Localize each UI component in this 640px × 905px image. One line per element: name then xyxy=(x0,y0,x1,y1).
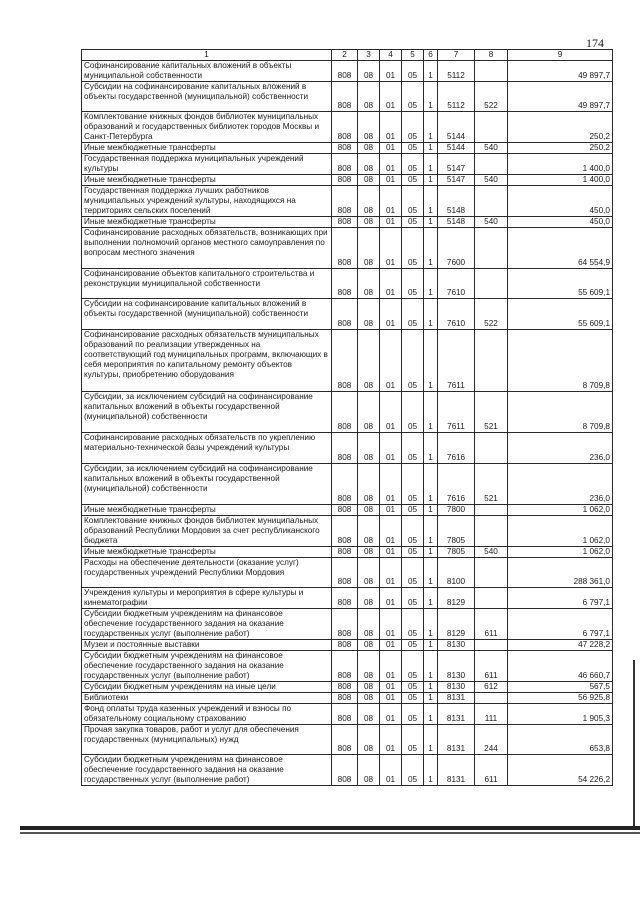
cell-program-code: 05 xyxy=(402,651,424,682)
cell-subprogram-code: 1 xyxy=(424,61,438,82)
cell-ministry-code: 808 xyxy=(332,112,358,143)
cell-section-code: 08 xyxy=(358,175,380,186)
cell-ministry-code: 808 xyxy=(332,651,358,682)
cell-section-code: 08 xyxy=(358,704,380,725)
table-row xyxy=(82,330,613,392)
cell-program-code: 05 xyxy=(402,175,424,186)
column-header-1: 1 xyxy=(82,50,332,61)
cell-ministry-code: 808 xyxy=(332,228,358,269)
cell-target-code: 7611 xyxy=(438,330,475,392)
cell-amount: 8 709,8 xyxy=(508,392,613,433)
cell-section-code: 08 xyxy=(358,433,380,464)
table-row xyxy=(82,143,613,154)
cell-expense-type-code xyxy=(475,640,508,651)
cell-amount: 250,2 xyxy=(508,112,613,143)
cell-section-code: 08 xyxy=(358,693,380,704)
table-row xyxy=(82,82,613,112)
cell-subprogram-code: 1 xyxy=(424,175,438,186)
column-header-8: 8 xyxy=(475,50,508,61)
cell-amount: 236,0 xyxy=(508,433,613,464)
cell-amount: 1 062,0 xyxy=(508,516,613,547)
cell-amount: 49 897,7 xyxy=(508,82,613,112)
cell-row-name: Субсидии бюджетным учреждениям на иные цели xyxy=(82,682,332,693)
cell-amount: 1 062,0 xyxy=(508,547,613,558)
cell-section-code: 08 xyxy=(358,299,380,330)
cell-ministry-code: 808 xyxy=(332,154,358,175)
column-header-9: 9 xyxy=(508,50,613,61)
cell-subsection-code: 01 xyxy=(380,143,402,154)
table-row xyxy=(82,269,613,299)
cell-expense-type-code: 611 xyxy=(475,609,508,640)
column-header-6: 6 xyxy=(424,50,438,61)
cell-ministry-code: 808 xyxy=(332,330,358,392)
cell-program-code: 05 xyxy=(402,143,424,154)
cell-program-code: 05 xyxy=(402,609,424,640)
cell-program-code: 05 xyxy=(402,464,424,505)
cell-ministry-code: 808 xyxy=(332,755,358,786)
table-row xyxy=(82,558,613,588)
cell-target-code: 8130 xyxy=(438,640,475,651)
cell-target-code: 7616 xyxy=(438,464,475,505)
cell-program-code: 05 xyxy=(402,228,424,269)
cell-subprogram-code: 1 xyxy=(424,228,438,269)
cell-expense-type-code xyxy=(475,228,508,269)
cell-target-code: 8131 xyxy=(438,704,475,725)
cell-program-code: 05 xyxy=(402,682,424,693)
cell-subprogram-code: 1 xyxy=(424,269,438,299)
cell-amount: 46 660,7 xyxy=(508,651,613,682)
cell-program-code: 05 xyxy=(402,640,424,651)
cell-subsection-code: 01 xyxy=(380,516,402,547)
cell-subprogram-code: 1 xyxy=(424,464,438,505)
cell-target-code: 8130 xyxy=(438,651,475,682)
cell-section-code: 08 xyxy=(358,682,380,693)
cell-expense-type-code: 521 xyxy=(475,392,508,433)
cell-ministry-code: 808 xyxy=(332,392,358,433)
cell-row-name: Субсидии на софинансирование капитальных вложений в объекты государственной (муниципальной) собственности xyxy=(82,82,332,112)
table-header-row xyxy=(82,50,613,61)
cell-row-name: Комплектование книжных фондов библиотек муниципальных образований Республики Мордовия за счет республиканского бюджета xyxy=(82,516,332,547)
cell-section-code: 08 xyxy=(358,505,380,516)
cell-section-code: 08 xyxy=(358,82,380,112)
cell-row-name: Музеи и постоянные выставки xyxy=(82,640,332,651)
cell-amount: 1 400,0 xyxy=(508,175,613,186)
cell-amount: 1 400,0 xyxy=(508,154,613,175)
cell-program-code: 05 xyxy=(402,82,424,112)
cell-target-code: 7800 xyxy=(438,505,475,516)
cell-target-code: 7610 xyxy=(438,299,475,330)
cell-subprogram-code: 1 xyxy=(424,505,438,516)
cell-ministry-code: 808 xyxy=(332,547,358,558)
cell-expense-type-code xyxy=(475,61,508,82)
cell-subprogram-code: 1 xyxy=(424,609,438,640)
cell-subprogram-code: 1 xyxy=(424,392,438,433)
cell-subsection-code: 01 xyxy=(380,82,402,112)
cell-row-name: Фонд оплаты труда казенных учреждений и взносы по обязательному социальному страхованию xyxy=(82,704,332,725)
cell-program-code: 05 xyxy=(402,755,424,786)
cell-subprogram-code: 1 xyxy=(424,704,438,725)
cell-subprogram-code: 1 xyxy=(424,558,438,588)
budget-table xyxy=(81,49,613,786)
cell-row-name: Иные межбюджетные трансферты xyxy=(82,175,332,186)
cell-subsection-code: 01 xyxy=(380,269,402,299)
cell-subsection-code: 01 xyxy=(380,588,402,609)
table-row xyxy=(82,228,613,269)
cell-target-code: 7616 xyxy=(438,433,475,464)
cell-row-name: Государственная поддержка лучших работников муниципальных учреждений культуры, находящихся на территориях сельских поселений xyxy=(82,186,332,217)
cell-target-code: 5148 xyxy=(438,217,475,228)
cell-program-code: 05 xyxy=(402,186,424,217)
cell-ministry-code: 808 xyxy=(332,217,358,228)
cell-section-code: 08 xyxy=(358,516,380,547)
table-row xyxy=(82,505,613,516)
cell-subprogram-code: 1 xyxy=(424,82,438,112)
cell-program-code: 05 xyxy=(402,433,424,464)
table-row xyxy=(82,651,613,682)
cell-target-code: 8131 xyxy=(438,755,475,786)
cell-target-code: 7600 xyxy=(438,228,475,269)
table-row xyxy=(82,640,613,651)
cell-subsection-code: 01 xyxy=(380,299,402,330)
cell-subsection-code: 01 xyxy=(380,433,402,464)
cell-target-code: 5147 xyxy=(438,154,475,175)
cell-program-code: 05 xyxy=(402,516,424,547)
cell-row-name: Софинансирование расходных обязательств, возникающих при выполнении полномочий органов местного самоуправления по вопросам местного значения xyxy=(82,228,332,269)
cell-ministry-code: 808 xyxy=(332,61,358,82)
table-body xyxy=(82,61,613,786)
cell-subprogram-code: 1 xyxy=(424,112,438,143)
cell-ministry-code: 808 xyxy=(332,175,358,186)
cell-expense-type-code: 244 xyxy=(475,725,508,755)
cell-expense-type-code xyxy=(475,154,508,175)
cell-target-code: 5112 xyxy=(438,61,475,82)
cell-subsection-code: 01 xyxy=(380,725,402,755)
cell-subprogram-code: 1 xyxy=(424,640,438,651)
cell-amount: 236,0 xyxy=(508,464,613,505)
cell-subprogram-code: 1 xyxy=(424,682,438,693)
cell-expense-type-code: 540 xyxy=(475,143,508,154)
cell-amount: 64 554,9 xyxy=(508,228,613,269)
column-header-7: 7 xyxy=(438,50,475,61)
cell-section-code: 08 xyxy=(358,588,380,609)
cell-expense-type-code xyxy=(475,186,508,217)
cell-subsection-code: 01 xyxy=(380,704,402,725)
table-row xyxy=(82,175,613,186)
cell-subprogram-code: 1 xyxy=(424,516,438,547)
cell-program-code: 05 xyxy=(402,154,424,175)
cell-target-code: 8129 xyxy=(438,609,475,640)
cell-section-code: 08 xyxy=(358,755,380,786)
cell-ministry-code: 808 xyxy=(332,693,358,704)
cell-ministry-code: 808 xyxy=(332,433,358,464)
cell-expense-type-code: 522 xyxy=(475,82,508,112)
cell-section-code: 08 xyxy=(358,228,380,269)
cell-section-code: 08 xyxy=(358,61,380,82)
cell-subsection-code: 01 xyxy=(380,693,402,704)
cell-target-code: 5144 xyxy=(438,112,475,143)
cell-program-code: 05 xyxy=(402,704,424,725)
table-row xyxy=(82,704,613,725)
budget-table-container xyxy=(81,49,612,786)
cell-row-name: Софинансирование капитальных вложений в объекты муниципальной собственности xyxy=(82,61,332,82)
cell-expense-type-code: 521 xyxy=(475,464,508,505)
cell-ministry-code: 808 xyxy=(332,682,358,693)
cell-row-name: Иные межбюджетные трансферты xyxy=(82,217,332,228)
cell-target-code: 8130 xyxy=(438,682,475,693)
cell-amount: 47 228,2 xyxy=(508,640,613,651)
cell-subsection-code: 01 xyxy=(380,505,402,516)
table-row xyxy=(82,725,613,755)
cell-section-code: 08 xyxy=(358,154,380,175)
cell-subsection-code: 01 xyxy=(380,175,402,186)
cell-expense-type-code xyxy=(475,693,508,704)
cell-subprogram-code: 1 xyxy=(424,217,438,228)
cell-row-name: Расходы на обеспечение деятельности (оказание услуг) государственных учреждений Республики Мордовия xyxy=(82,558,332,588)
table-row xyxy=(82,433,613,464)
cell-subsection-code: 01 xyxy=(380,154,402,175)
cell-row-name: Субсидии бюджетным учреждениям на финансовое обеспечение государственного задания на оказание государственных услуг (выполнение работ) xyxy=(82,755,332,786)
cell-subsection-code: 01 xyxy=(380,651,402,682)
cell-ministry-code: 808 xyxy=(332,269,358,299)
cell-subprogram-code: 1 xyxy=(424,547,438,558)
cell-program-code: 05 xyxy=(402,725,424,755)
cell-ministry-code: 808 xyxy=(332,464,358,505)
cell-expense-type-code xyxy=(475,433,508,464)
table-row xyxy=(82,299,613,330)
cell-target-code: 8131 xyxy=(438,725,475,755)
cell-ministry-code: 808 xyxy=(332,609,358,640)
cell-program-code: 05 xyxy=(402,558,424,588)
cell-row-name: Софинансирование расходных обязательств по укреплению материально-технической базы учреждений культуры xyxy=(82,433,332,464)
cell-subprogram-code: 1 xyxy=(424,143,438,154)
cell-target-code: 8129 xyxy=(438,588,475,609)
cell-amount: 54 226,2 xyxy=(508,755,613,786)
cell-amount: 49 897,7 xyxy=(508,61,613,82)
cell-target-code: 8131 xyxy=(438,693,475,704)
cell-subsection-code: 01 xyxy=(380,392,402,433)
table-row xyxy=(82,186,613,217)
cell-amount: 1 905,3 xyxy=(508,704,613,725)
cell-expense-type-code xyxy=(475,330,508,392)
cell-subsection-code: 01 xyxy=(380,61,402,82)
cell-amount: 288 361,0 xyxy=(508,558,613,588)
cell-subprogram-code: 1 xyxy=(424,154,438,175)
cell-expense-type-code: 540 xyxy=(475,547,508,558)
cell-expense-type-code: 611 xyxy=(475,755,508,786)
column-header-3: 3 xyxy=(358,50,380,61)
table-row xyxy=(82,61,613,82)
cell-row-name: Иные межбюджетные трансферты xyxy=(82,143,332,154)
cell-expense-type-code xyxy=(475,505,508,516)
cell-target-code: 5112 xyxy=(438,82,475,112)
cell-subsection-code: 01 xyxy=(380,755,402,786)
table-row xyxy=(82,112,613,143)
cell-subsection-code: 01 xyxy=(380,547,402,558)
cell-section-code: 08 xyxy=(358,112,380,143)
cell-subprogram-code: 1 xyxy=(424,755,438,786)
cell-subprogram-code: 1 xyxy=(424,299,438,330)
cell-subprogram-code: 1 xyxy=(424,693,438,704)
cell-ministry-code: 808 xyxy=(332,82,358,112)
cell-section-code: 08 xyxy=(358,269,380,299)
cell-target-code: 7805 xyxy=(438,547,475,558)
cell-expense-type-code xyxy=(475,588,508,609)
cell-subsection-code: 01 xyxy=(380,558,402,588)
table-row xyxy=(82,154,613,175)
cell-program-code: 05 xyxy=(402,112,424,143)
cell-expense-type-code: 611 xyxy=(475,651,508,682)
scan-bottom-border xyxy=(20,826,640,830)
cell-section-code: 08 xyxy=(358,143,380,154)
cell-row-name: Прочая закупка товаров, работ и услуг для обеспечения государственных (муниципальных) нужд xyxy=(82,725,332,755)
column-header-4: 4 xyxy=(380,50,402,61)
cell-program-code: 05 xyxy=(402,299,424,330)
cell-subprogram-code: 1 xyxy=(424,725,438,755)
cell-subsection-code: 01 xyxy=(380,640,402,651)
table-row xyxy=(82,588,613,609)
cell-section-code: 08 xyxy=(358,217,380,228)
cell-program-code: 05 xyxy=(402,547,424,558)
cell-amount: 56 925,8 xyxy=(508,693,613,704)
cell-expense-type-code: 111 xyxy=(475,704,508,725)
cell-row-name: Учреждения культуры и мероприятия в сфере культуры и кинематографии xyxy=(82,588,332,609)
cell-expense-type-code: 522 xyxy=(475,299,508,330)
table-row xyxy=(82,392,613,433)
cell-program-code: 05 xyxy=(402,588,424,609)
cell-program-code: 05 xyxy=(402,217,424,228)
cell-ministry-code: 808 xyxy=(332,143,358,154)
cell-expense-type-code xyxy=(475,558,508,588)
scan-bottom-border-thin xyxy=(20,832,640,834)
cell-row-name: Субсидии, за исключением субсидий на софинансирование капитальных вложений в объекты государственной (муниципальной) собственности xyxy=(82,464,332,505)
cell-subprogram-code: 1 xyxy=(424,330,438,392)
cell-program-code: 05 xyxy=(402,61,424,82)
cell-target-code: 5144 xyxy=(438,143,475,154)
cell-amount: 653,8 xyxy=(508,725,613,755)
cell-ministry-code: 808 xyxy=(332,704,358,725)
cell-subsection-code: 01 xyxy=(380,228,402,269)
cell-subsection-code: 01 xyxy=(380,609,402,640)
cell-section-code: 08 xyxy=(358,330,380,392)
cell-subprogram-code: 1 xyxy=(424,433,438,464)
cell-amount: 567,5 xyxy=(508,682,613,693)
cell-target-code: 5147 xyxy=(438,175,475,186)
cell-ministry-code: 808 xyxy=(332,516,358,547)
cell-subprogram-code: 1 xyxy=(424,588,438,609)
cell-program-code: 05 xyxy=(402,505,424,516)
cell-ministry-code: 808 xyxy=(332,505,358,516)
table-row xyxy=(82,217,613,228)
cell-expense-type-code: 540 xyxy=(475,175,508,186)
cell-section-code: 08 xyxy=(358,558,380,588)
cell-program-code: 05 xyxy=(402,392,424,433)
cell-amount: 55 609,1 xyxy=(508,269,613,299)
table-row xyxy=(82,516,613,547)
cell-row-name: Библиотеки xyxy=(82,693,332,704)
cell-amount: 8 709,8 xyxy=(508,330,613,392)
cell-amount: 55 609,1 xyxy=(508,299,613,330)
cell-amount: 450,0 xyxy=(508,186,613,217)
cell-section-code: 08 xyxy=(358,725,380,755)
cell-subsection-code: 01 xyxy=(380,217,402,228)
cell-section-code: 08 xyxy=(358,609,380,640)
cell-expense-type-code xyxy=(475,269,508,299)
cell-program-code: 05 xyxy=(402,269,424,299)
cell-amount: 6 797,1 xyxy=(508,609,613,640)
column-header-5: 5 xyxy=(402,50,424,61)
cell-subsection-code: 01 xyxy=(380,330,402,392)
cell-subsection-code: 01 xyxy=(380,464,402,505)
cell-ministry-code: 808 xyxy=(332,186,358,217)
cell-subprogram-code: 1 xyxy=(424,651,438,682)
cell-section-code: 08 xyxy=(358,186,380,217)
cell-section-code: 08 xyxy=(358,547,380,558)
cell-ministry-code: 808 xyxy=(332,558,358,588)
cell-row-name: Субсидии бюджетным учреждениям на финансовое обеспечение государственного задания на оказание государственных услуг (выполнение работ) xyxy=(82,651,332,682)
cell-section-code: 08 xyxy=(358,464,380,505)
cell-target-code: 5148 xyxy=(438,186,475,217)
cell-amount: 450,0 xyxy=(508,217,613,228)
cell-subprogram-code: 1 xyxy=(424,186,438,217)
table-row xyxy=(82,755,613,786)
cell-row-name: Субсидии, за исключением субсидий на софинансирование капитальных вложений в объекты государственной (муниципальной) собственности xyxy=(82,392,332,433)
cell-row-name: Государственная поддержка муниципальных учреждений культуры xyxy=(82,154,332,175)
cell-subsection-code: 01 xyxy=(380,112,402,143)
cell-target-code: 7805 xyxy=(438,516,475,547)
table-row xyxy=(82,693,613,704)
cell-subsection-code: 01 xyxy=(380,682,402,693)
cell-row-name: Софинансирование расходных обязательств муниципальных образований по реализации утвержденных на соответствующий год муниципальных программ, включающих в себя мероприятия по капитальному ремонту объектов культуры, приобретению оборудования xyxy=(82,330,332,392)
cell-amount: 250,2 xyxy=(508,143,613,154)
cell-ministry-code: 808 xyxy=(332,588,358,609)
cell-row-name: Иные межбюджетные трансферты xyxy=(82,547,332,558)
column-header-2: 2 xyxy=(332,50,358,61)
cell-row-name: Иные межбюджетные трансферты xyxy=(82,505,332,516)
cell-amount: 1 062,0 xyxy=(508,505,613,516)
cell-section-code: 08 xyxy=(358,651,380,682)
cell-ministry-code: 808 xyxy=(332,640,358,651)
cell-subsection-code: 01 xyxy=(380,186,402,217)
cell-expense-type-code: 540 xyxy=(475,217,508,228)
cell-target-code: 8100 xyxy=(438,558,475,588)
cell-expense-type-code xyxy=(475,516,508,547)
cell-program-code: 05 xyxy=(402,330,424,392)
cell-ministry-code: 808 xyxy=(332,299,358,330)
cell-row-name: Комплектование книжных фондов библиотек муниципальных образований и государственных библиотек городов Москвы и Санкт-Петербурга xyxy=(82,112,332,143)
scan-edge-mark xyxy=(633,660,635,830)
table-row xyxy=(82,464,613,505)
cell-ministry-code: 808 xyxy=(332,725,358,755)
table-row xyxy=(82,547,613,558)
cell-amount: 6 797,1 xyxy=(508,588,613,609)
page-number: 174 xyxy=(586,36,604,50)
cell-row-name: Субсидии бюджетным учреждениям на финансовое обеспечение государственного задания на оказание государственных услуг (выполнение работ) xyxy=(82,609,332,640)
cell-target-code: 7610 xyxy=(438,269,475,299)
cell-row-name: Субсидии на софинансирование капитальных вложений в объекты государственной (муниципальной) собственности xyxy=(82,299,332,330)
cell-row-name: Софинансирование объектов капитального строительства и реконструкции муниципальной собственности xyxy=(82,269,332,299)
cell-expense-type-code xyxy=(475,112,508,143)
cell-section-code: 08 xyxy=(358,392,380,433)
cell-section-code: 08 xyxy=(358,640,380,651)
table-row xyxy=(82,609,613,640)
cell-expense-type-code: 612 xyxy=(475,682,508,693)
cell-program-code: 05 xyxy=(402,693,424,704)
table-row xyxy=(82,682,613,693)
cell-target-code: 7611 xyxy=(438,392,475,433)
